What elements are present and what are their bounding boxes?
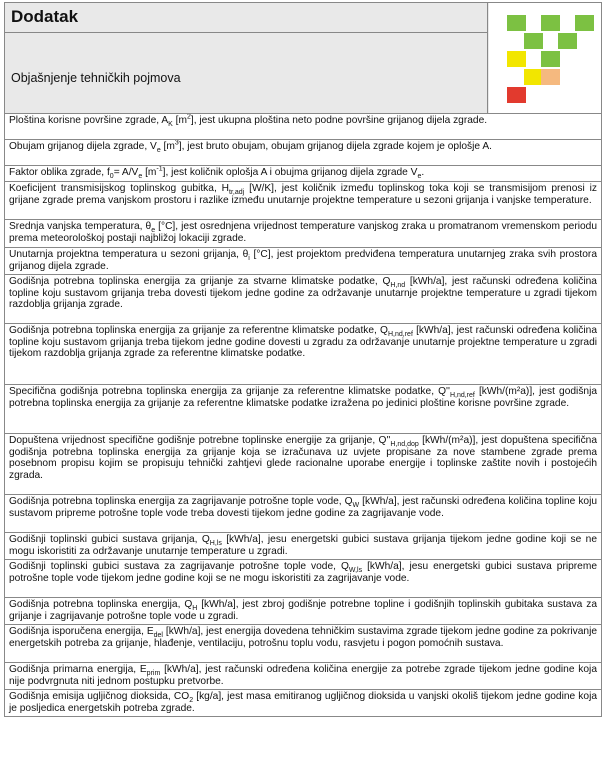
term-row: Godišnji toplinski gubici sustava za zagrijavanje potrošne tople vode, $Q_{W,ls}$ [kWh/a], jesu energetski gubici sustava pripreme potrošne tople vode tijekom jedne godine koji se ne mogu iskoristiti za zagrijavanje vode.: [5, 560, 601, 598]
header: [4, 2, 602, 114]
term-row: Godišnja potrebna toplinska energija za grijanje za referentne klimatske podatke, $Q_{H,nd,ref}$ [kWh/a], jest računski određena količina topline koju sustavom grijanja treba tijekom jedne godine dovesti u zgradu za održavanje unutarnje projektne temperature u zgradi tijekom razdoblja grijanja zgrade za referentne klimatske podatke.: [5, 324, 601, 385]
term-row: Godišnja potrebna toplinska energija za zagrijavanje potrošne tople vode, $Q_W$ [kWh/a], jest računski određena količina topline koju sustavom pripreme potrošne tople vode treba dovesti tijekom jedne godine za zagrijavanje vode.: [5, 495, 601, 533]
term-row: Ploština korisne površine zgrade, $A_K$ $[m^2]$, jest ukupna ploština neto podne površine grijanog dijela zgrade.: [5, 114, 601, 140]
logo-square: [558, 33, 577, 49]
logo-square: [507, 51, 526, 67]
logo-square: [524, 33, 543, 49]
term-row: Specifična godišnja potrebna toplinska energija za grijanje za referentne klimatske podatke, $Q''_{H,nd,ref}$ [kWh/(m²a)], jest godišnja potrebna toplinska energija za grijanje za referentne klimatske podatke izražena po jedinici ploštine korisne površine zgrade.: [5, 385, 601, 434]
term-row: Obujam grijanog dijela zgrade, $V_e$ $[m^3]$, jest bruto obujam, obujam grijanog dijela zgrade kojem je oplošje A.: [5, 140, 601, 166]
term-row: Faktor oblika zgrade, $f_0= A/V_e$ $[m^{-1}]$, jest količnik oplošja A i obujma grijanog dijela zgrade $V_e$.: [5, 166, 601, 182]
logo-square: [507, 15, 526, 31]
term-row: Unutarnja projektna temperatura u sezoni grijanja, $\theta_i$ [°C], jest projektom predviđena temperatura unutarnjeg zraka svih prostora grijanog dijela zgrade.: [5, 248, 601, 275]
term-row: Koeficijent transmisijskog toplinskog gubitka, $H_{tr,adj}$ [W/K], jest količnik između toplinskog toka koji se transmisijom prenosi iz grijane zgrade prema vanjskom prostoru i razlike između unutarnje projektne temperature u sezoni grijanja i vanjske temperature.: [5, 182, 601, 220]
logo-square: [507, 87, 526, 103]
logo-square: [575, 15, 594, 31]
term-row: Godišnja potrebna toplinska energija, $Q_H$ [kWh/a], jest zbroj godišnje potrebne topline i godišnjih toplinskih gubitaka sustava za grijanje i zagrijavanje potrošne tople vode u zgradi.: [5, 598, 601, 625]
term-row: Godišnji toplinski gubici sustava grijanja, $Q_{H,ls}$ [kWh/a], jesu energetski gubici sustava grijanja tijekom jedne godine koji se ne mogu iskoristiti za održavanje unutarnje temperature u zgradi.: [5, 533, 601, 560]
term-row: Godišnja primarna energija, $E_{prim}$ [kWh/a], jest računski određena količina energije za potrebe zgrade tijekom jedne godine koja nije podvrgnuta niti jednom postupku pretvorbe.: [5, 663, 601, 690]
term-row: Dopuštena vrijednost specifične godišnje potrebne toplinske energije za grijanje, $Q''_{H,nd,dop}$ [kWh/(m²a)], jest dopuštena specifična godišnja potrebna toplinska energija za grijanje koja se izračunava uz uvjete propisane za nove stambene zgrade prema posebnom propisu kojim se propisuju tehnički zahtjevi glede racionalne uporabe energije i toplinske zaštite novih i postojećih zgrada.: [5, 434, 601, 495]
energy-class-logo: [489, 3, 601, 113]
terms-table: [4, 114, 602, 717]
section-subtitle: Objašnjenje tehničkih pojmova: [5, 33, 488, 113]
logo-square: [541, 15, 560, 31]
term-row: Srednja vanjska temperatura, $\theta_e$ [°C], jest osrednjena vrijednost temperature vanjskog zraka u promatranom vremenskom periodu prema meteorološkoj postaji najbližoj lokaciji zgrade.: [5, 220, 601, 248]
term-row: Godišnja potrebna toplinska energija za grijanje za stvarne klimatske podatke, $Q_{H,nd}$ [kWh/a], jest računski određena količina topline koju sustavom grijanja treba dovesti tijekom jedne godine za održavanje unutarnje projektne temperature u zgradi tijekom razdoblja grijanja zgrade.: [5, 275, 601, 324]
logo-square: [541, 51, 560, 67]
term-row: Godišnja isporučena energija, $E_{del}$ [kWh/a], jest energija dovedena tehničkim sustavima zgrade tijekom jedne godine za pokrivanje energetskih potreba za grijanje, hlađenje, ventilaciju, potrošnu toplu vodu, rasvjetu i pogon pomoćnih sustava.: [5, 625, 601, 663]
section-title: Dodatak: [5, 3, 488, 33]
document-page: [4, 2, 602, 717]
term-row: Godišnja emisija ugljičnog dioksida, $CO_2$ [kg/a], jest masa emitiranog ugljičnog dioksida u vanjski okoliš tijekom jedne godine koja je posljedica energetskih potreba zgrade.: [5, 690, 601, 717]
logo-square: [541, 69, 560, 85]
